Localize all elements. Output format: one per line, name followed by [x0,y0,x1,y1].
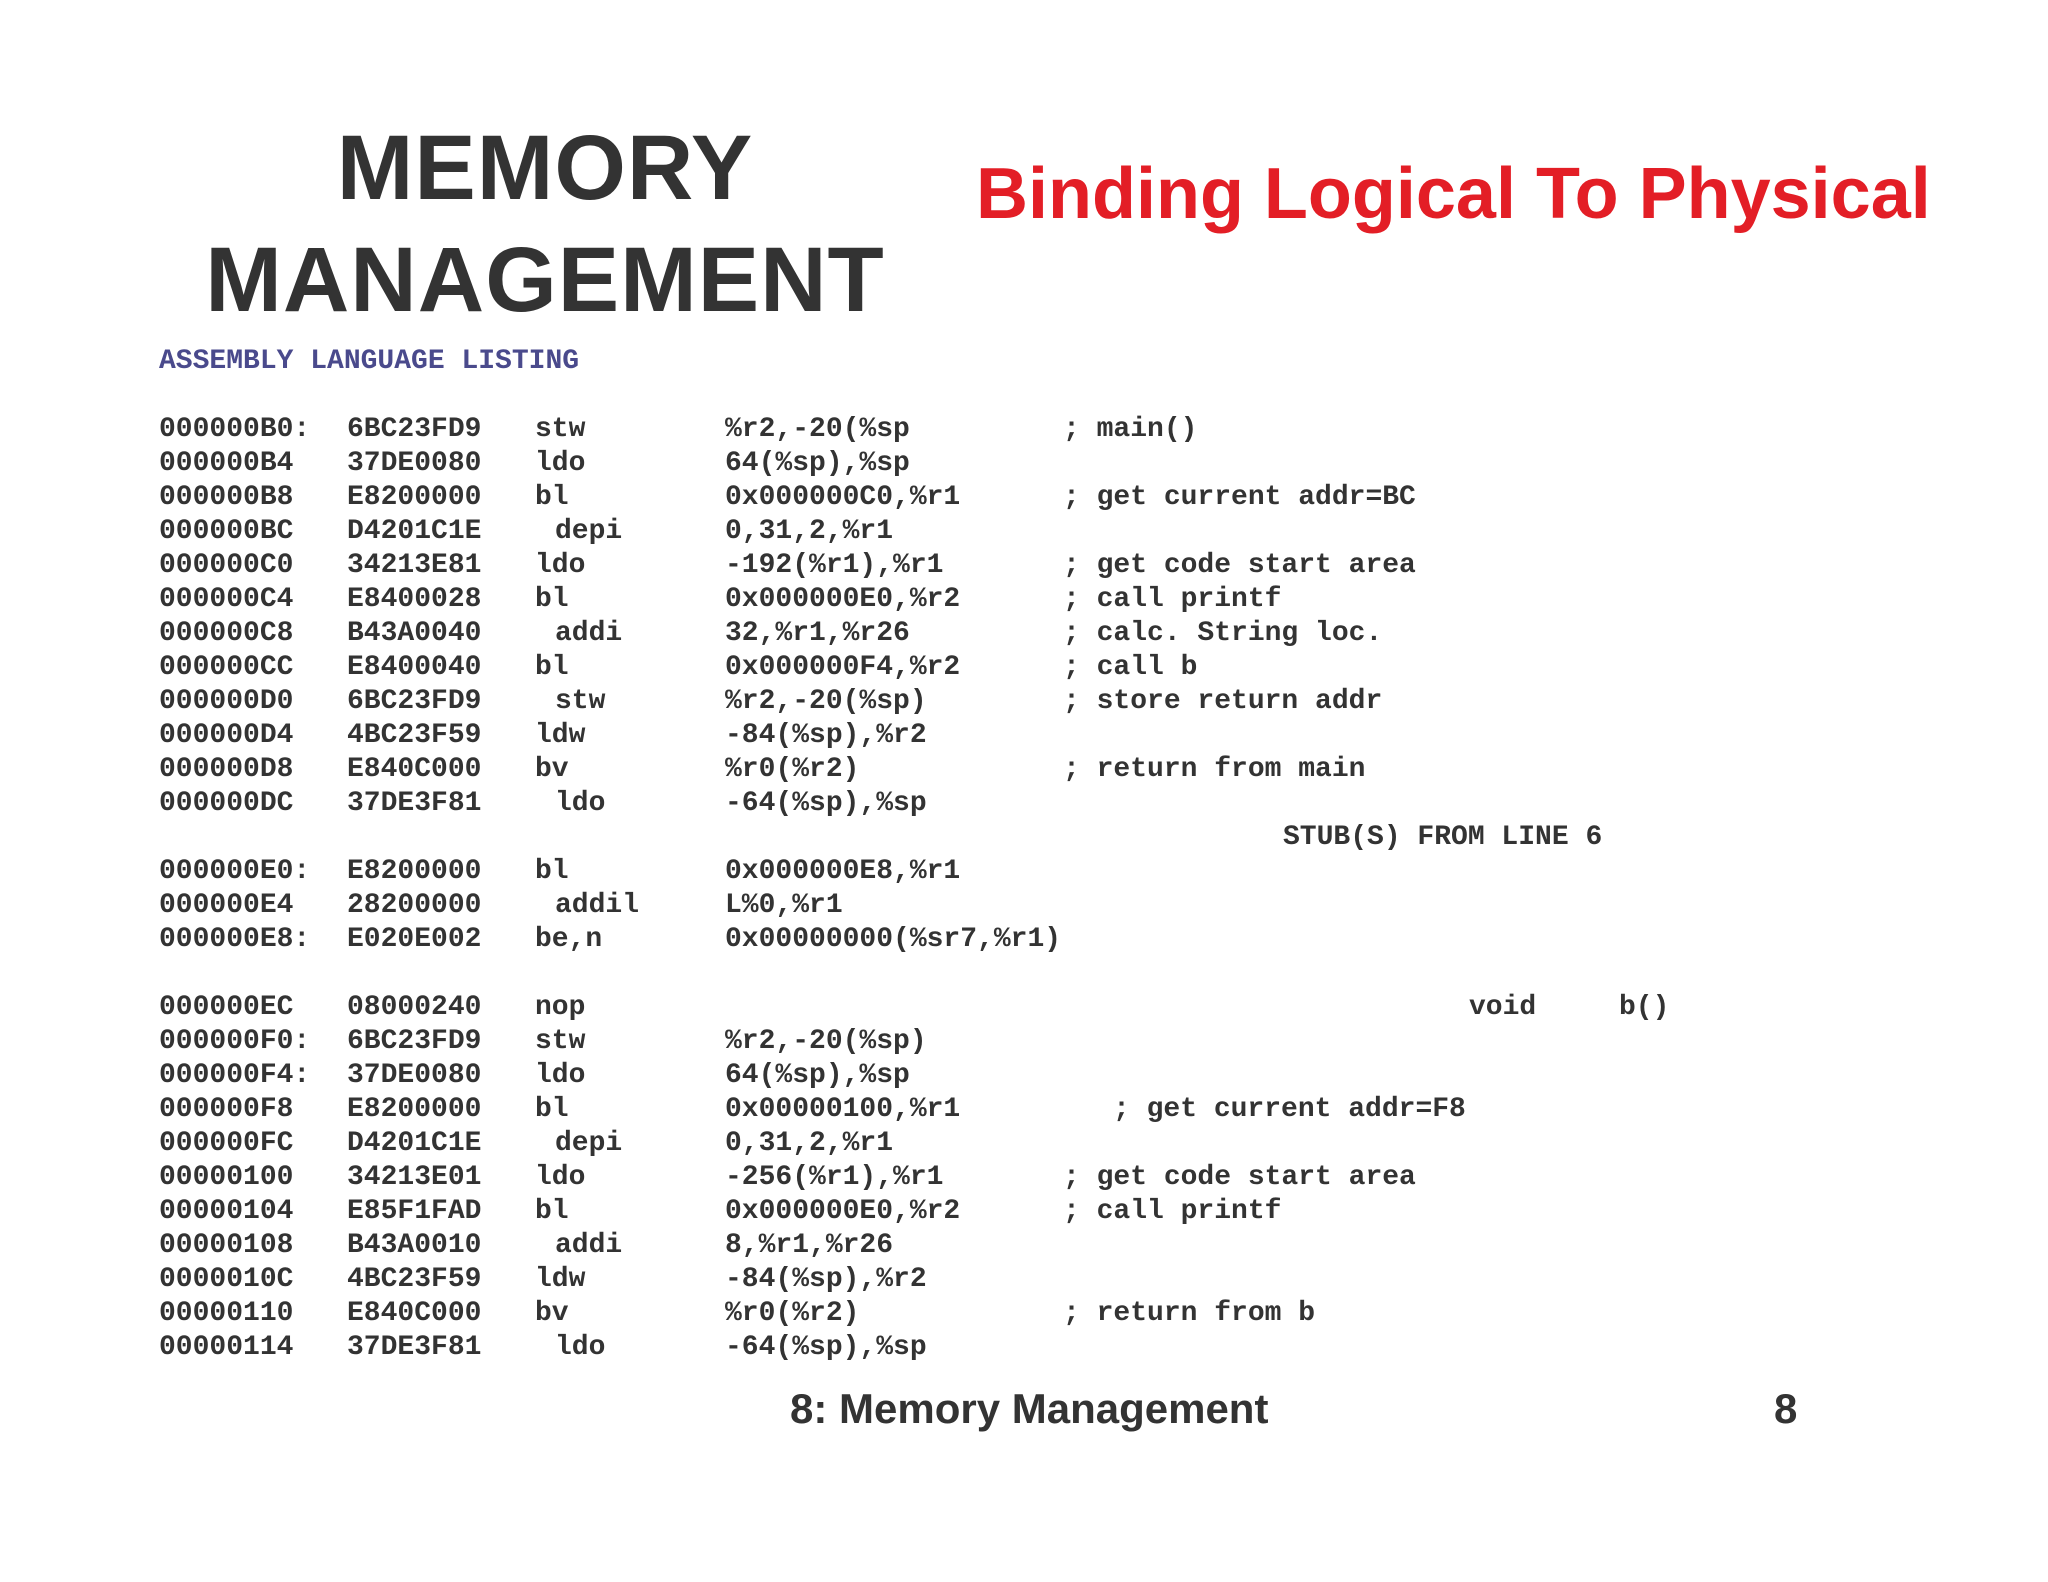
row-comment: ; get code start area [1063,1162,1416,1193]
listing-heading: ASSEMBLY LANGUAGE LISTING [159,346,580,377]
listing-row [159,1195,1282,1229]
row-operands: 0,31,2,%r1 [725,1128,894,1159]
row-comment: ; call b [1063,652,1198,683]
listing-row [159,753,1366,787]
row-opcode: stw [535,414,586,445]
row-machine-code: 4BC23F59 [347,1264,482,1295]
row-address: 000000B4 [159,448,294,479]
row-address: 000000EC [159,992,294,1023]
row-machine-code: 6BC23FD9 [347,414,482,445]
row-opcode: ldo [535,448,586,479]
row-machine-code: 6BC23FD9 [347,686,482,717]
row-address: 000000FC [159,1128,294,1159]
row-address: 00000110 [159,1298,294,1329]
row-machine-code: 34213E01 [347,1162,482,1193]
row-operands: 8,%r1,%r26 [725,1230,894,1261]
row-address: 00000104 [159,1196,294,1227]
row-machine-code: E8200000 [347,856,482,887]
row-opcode: addil [555,890,640,921]
row-operands: 0x00000100,%r1 [725,1094,961,1125]
row-address: 000000C0 [159,550,294,581]
row-machine-code: B43A0010 [347,1230,482,1261]
row-machine-code: E840C000 [347,1298,482,1329]
row-opcode: bl [535,856,569,887]
row-operands: 0,31,2,%r1 [725,516,894,547]
slide-title-line-2: MANAGEMENT [205,229,885,331]
row-comment: ; call printf [1063,1196,1282,1227]
listing-row [159,685,1383,719]
listing-row [159,1093,1466,1127]
row-address: 00000114 [159,1332,294,1363]
row-address: 00000100 [159,1162,294,1193]
row-comment: ; return from main [1063,754,1366,785]
stub-section-header [159,821,1719,855]
row-machine-code: 37DE3F81 [347,1332,482,1363]
row-opcode: bl [535,584,569,615]
row-machine-code: E020E002 [347,924,482,955]
listing-row [159,991,1719,1025]
row-operands: -84(%sp),%r2 [725,1264,927,1295]
listing-row [159,583,1282,617]
row-address: 000000BC [159,516,294,547]
row-opcode: be,n [535,924,603,955]
row-address: 000000C4 [159,584,294,615]
row-operands: 0x000000F4,%r2 [725,652,961,683]
listing-row [159,1331,927,1365]
row-operands: -192(%r1),%r1 [725,550,944,581]
row-opcode: bl [535,652,569,683]
row-opcode: depi [555,1128,623,1159]
row-opcode: bl [535,1196,569,1227]
row-address: 000000F8 [159,1094,294,1125]
row-comment: ; store return addr [1063,686,1383,717]
row-comment: ; call printf [1063,584,1282,615]
listing-row [159,617,1383,651]
row-opcode: ldo [535,550,586,581]
row-machine-code: E840C000 [347,754,482,785]
row-opcode: ldw [535,1264,586,1295]
row-operands: 0x00000000(%sr7,%r1) [725,924,1062,955]
row-operands: 0x000000E8,%r1 [725,856,961,887]
row-operands: 32,%r1,%r26 [725,618,910,649]
row-operands: 64(%sp),%sp [725,448,910,479]
row-address: 000000DC [159,788,294,819]
row-operands: %r2,-20(%sp [725,414,910,445]
row-operands: -84(%sp),%r2 [725,720,927,751]
row-opcode: bl [535,1094,569,1125]
row-address: 000000D4 [159,720,294,751]
row-operands: L%0,%r1 [725,890,843,921]
listing-row [159,1297,1316,1331]
row-machine-code: 37DE0080 [347,1060,482,1091]
listing-row [159,923,1062,957]
row-comment: ; calc. String loc. [1063,618,1383,649]
row-comment: ; get code start area [1063,550,1416,581]
row-operands: %r0(%r2) [725,1298,860,1329]
slide-title-line-1: MEMORY [336,117,754,219]
row-address: 000000D0 [159,686,294,717]
row-operands: -256(%r1),%r1 [725,1162,944,1193]
listing-row [159,855,961,889]
page-number: 8 [1774,1385,1798,1432]
row-opcode: depi [555,516,623,547]
row-opcode: bv [535,1298,569,1329]
row-operands: 0x000000E0,%r2 [725,584,961,615]
row-address: 000000F0: [159,1026,311,1057]
listing-row [159,413,1198,447]
listing-row [159,481,1416,515]
listing-row [159,447,910,481]
row-machine-code: 37DE0080 [347,448,482,479]
row-operands: 64(%sp),%sp [725,1060,910,1091]
row-comment: ; get current addr=F8 [1113,1094,1466,1125]
listing-row [159,1229,894,1263]
row-address: 000000E4 [159,890,294,921]
row-opcode: bl [535,482,569,513]
listing-row [159,651,1198,685]
listing-row [159,889,843,923]
row-comment: ; get current addr=BC [1063,482,1416,513]
row-opcode: ldo [535,1162,586,1193]
row-address: 000000D8 [159,754,294,785]
row-opcode: bv [535,754,569,785]
row-machine-code: E8200000 [347,1094,482,1125]
row-opcode: ldo [555,1332,606,1363]
function-label-void: void [1469,992,1537,1023]
row-comment: ; main() [1063,414,1198,445]
row-machine-code: 37DE3F81 [347,788,482,819]
listing-row [159,787,927,821]
row-machine-code: 34213E81 [347,550,482,581]
row-machine-code: B43A0040 [347,618,482,649]
row-operands: %r2,-20(%sp) [725,686,927,717]
row-operands: 0x000000E0,%r2 [725,1196,961,1227]
row-machine-code: E8400040 [347,652,482,683]
row-opcode: ldo [535,1060,586,1091]
row-machine-code: 28200000 [347,890,482,921]
row-address: 000000E0: [159,856,311,887]
row-opcode: nop [535,992,586,1023]
function-label-name: b() [1619,992,1670,1023]
row-address: 000000F4: [159,1060,311,1091]
row-operands: -64(%sp),%sp [725,788,927,819]
row-address: 000000C8 [159,618,294,649]
row-comment: ; return from b [1063,1298,1316,1329]
row-operands: %r0(%r2) [725,754,860,785]
row-address: 000000E8: [159,924,311,955]
row-operands: %r2,-20(%sp) [725,1026,927,1057]
row-machine-code: 4BC23F59 [347,720,482,751]
listing-row [159,515,894,549]
stub-label: STUB(S) FROM LINE 6 [1283,822,1603,853]
row-machine-code: D4201C1E [347,516,482,547]
footer-title: 8: Memory Management [790,1385,1269,1432]
listing-row [159,1025,927,1059]
listing-row [159,1263,927,1297]
slide-title [200,112,890,336]
row-operands: 0x000000C0,%r1 [725,482,961,513]
row-address: 000000B8 [159,482,294,513]
row-address: 000000B0: [159,414,311,445]
row-opcode: addi [555,618,623,649]
assembly-listing [159,413,1719,1373]
row-opcode: addi [555,1230,623,1261]
listing-row [159,549,1416,583]
row-opcode: stw [555,686,606,717]
row-machine-code: D4201C1E [347,1128,482,1159]
row-opcode: ldo [555,788,606,819]
row-machine-code: E8200000 [347,482,482,513]
row-address: 0000010C [159,1264,294,1295]
row-machine-code: E8400028 [347,584,482,615]
listing-row [159,1059,910,1093]
row-address: 000000CC [159,652,294,683]
row-operands: -64(%sp),%sp [725,1332,927,1363]
listing-row [159,719,927,753]
row-machine-code: 6BC23FD9 [347,1026,482,1057]
row-opcode: ldw [535,720,586,751]
row-machine-code: E85F1FAD [347,1196,482,1227]
listing-row [159,1161,1416,1195]
row-machine-code: 08000240 [347,992,482,1023]
row-opcode: stw [535,1026,586,1057]
slide-subtitle: Binding Logical To Physical [976,154,1931,234]
row-address: 00000108 [159,1230,294,1261]
listing-row [159,1127,894,1161]
